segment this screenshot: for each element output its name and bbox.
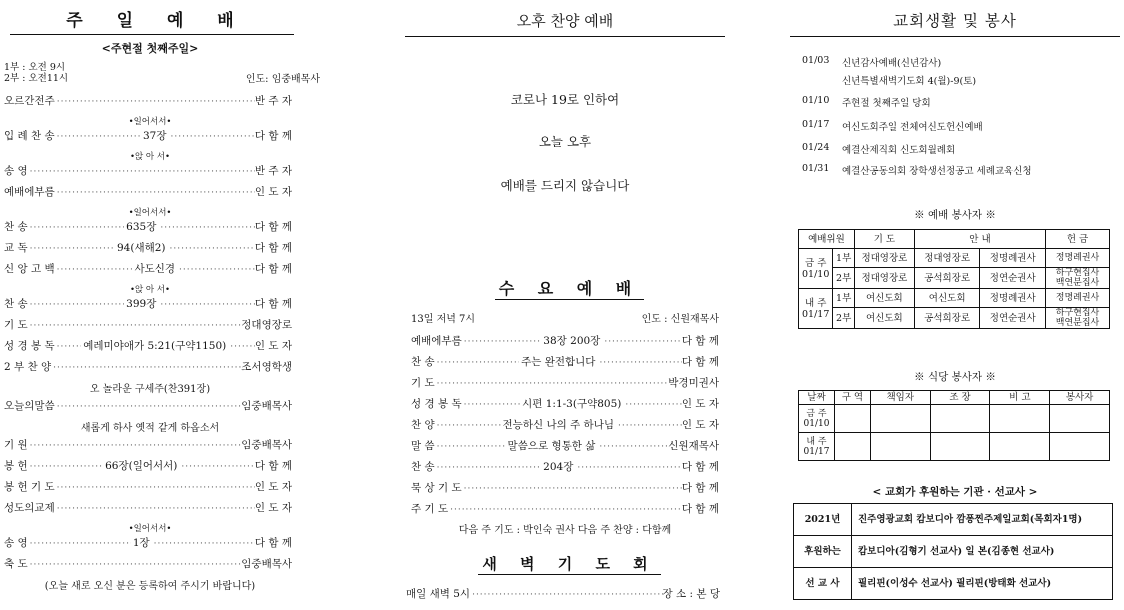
notice-line-2: 오늘 오후 [538, 134, 592, 149]
empty-cell [930, 405, 990, 433]
table-row [794, 504, 1113, 536]
table-row [799, 405, 1110, 433]
order-label: 신 앙 고 백 [4, 263, 55, 275]
stand-sit-note: •일어서서• [128, 117, 172, 127]
order-label: 교 독 [4, 242, 28, 254]
order-item [411, 375, 719, 390]
leader-dots [575, 463, 682, 473]
header-cell: 책임자 [870, 391, 930, 405]
sponsor-caption: < 교회가 후원하는 기관 · 선교사 > [872, 486, 1038, 498]
service-volunteers-table [798, 229, 1110, 329]
order-detail: 예레미야애가 5:21(구약1150) [83, 340, 227, 352]
order-label: 묵 상 기 도 [411, 482, 462, 494]
header-cell: 예배위원 [799, 230, 855, 249]
empty-cell [930, 433, 990, 461]
leader-dots [448, 505, 682, 515]
leader-dots [435, 379, 669, 389]
leader-dots [462, 337, 542, 347]
event-item [802, 55, 941, 69]
leader-dots [55, 188, 255, 198]
week-date: 01/10 [802, 268, 830, 280]
dawn-prayer-row [406, 586, 720, 601]
event-item [802, 95, 931, 109]
date-cell: 금 주 01/10 [799, 405, 835, 433]
order-item [4, 437, 292, 452]
leader-dots [435, 421, 501, 431]
sub-caption: (오늘 새로 오신 분은 등록하여 주시기 바랍니다) [44, 581, 256, 592]
leader-dots [28, 560, 242, 570]
dawn-place: 장 소 : 본 당 [662, 588, 720, 600]
order-item [4, 479, 292, 494]
offering-cell: 정명례권사 [1046, 289, 1110, 308]
leader-dots [55, 132, 141, 142]
guide-cell: 정명례권사 [980, 249, 1046, 268]
order-person: 인 도 자 [254, 186, 292, 198]
leader-dots [435, 442, 506, 452]
order-label: 찬 송 [4, 298, 28, 310]
wednesday-leader: 인도 : 신원재목사 [641, 314, 719, 325]
order-person: 반 주 자 [254, 95, 292, 107]
order-item [4, 163, 292, 178]
leader-dots [55, 504, 255, 514]
table-row [794, 536, 1113, 568]
guide-cell: 정연순권사 [980, 268, 1046, 289]
part-cell: 2부 [833, 308, 854, 329]
order-item [4, 261, 292, 276]
order-item [411, 459, 719, 474]
order-item [411, 417, 719, 432]
order-person: 다 함 께 [254, 298, 293, 310]
empty-cell [834, 433, 870, 461]
leader-dots [169, 132, 255, 142]
order-detail: 38장 200장 [543, 335, 601, 347]
leader-dots [462, 400, 521, 410]
header-cell: 헌 금 [1046, 230, 1110, 249]
header-cell: 봉사자 [1050, 391, 1110, 405]
order-person: 신원재목사 [668, 440, 720, 452]
sub-caption: 오 놀라운 구세주(찬391장) [89, 384, 211, 395]
leader-dots [28, 539, 131, 549]
order-detail: 399장 [126, 298, 157, 310]
title-divider [405, 36, 725, 37]
event-date: 01/24 [802, 142, 830, 153]
header-cell: 안 내 [914, 230, 1045, 249]
order-label: 2 부 찬 양 [4, 361, 52, 373]
order-detail: 사도신경 [134, 263, 176, 275]
wednesday-time: 13일 저녁 7시 [411, 314, 476, 325]
order-item [411, 354, 719, 369]
order-item [411, 480, 719, 495]
sponsor-row: 진주영광교회 캄보디아 깜퐁찐주제일교회(목회자1명) [852, 504, 1113, 536]
week-label [799, 289, 833, 329]
order-person: 정대영장로 [241, 319, 292, 331]
order-person: 다 함 께 [681, 356, 720, 368]
event-text: 신년감사예배(신년감사) [842, 58, 942, 69]
order-item [4, 359, 292, 374]
dawn-title-text: 새 벽 기 도 회 [478, 553, 660, 575]
leader-dots [28, 223, 125, 233]
event-text: 신년특별새벽기도회 4(월)-9(토) [842, 76, 977, 87]
order-label: 성 경 봉 독 [411, 398, 462, 410]
table-row [799, 289, 1110, 308]
empty-cell [990, 405, 1050, 433]
order-person: 다 함 께 [681, 482, 719, 494]
order-person: 다 함 께 [681, 503, 719, 515]
order-item [4, 338, 292, 353]
order-detail: 635장 [126, 221, 157, 233]
order-label: 기 원 [4, 439, 28, 451]
event-date: 01/03 [802, 55, 830, 66]
event-date: 01/17 [802, 119, 830, 130]
order-detail: 94(새해2) [117, 242, 166, 254]
order-detail: 204장 [543, 461, 574, 473]
kitchen-volunteers-caption: ※ 식당 봉사자 ※ [914, 371, 996, 383]
empty-cell [834, 405, 870, 433]
offering-cell: 정명례권사 [1046, 249, 1110, 268]
empty-cell [990, 433, 1050, 461]
wednesday-service-title [405, 276, 725, 300]
guide-cell: 여신도회 [914, 289, 980, 308]
order-label: 찬 송 [411, 461, 435, 473]
leader-dots [28, 244, 115, 254]
order-label: 봉 헌 기 도 [4, 481, 55, 493]
order-label: 축 도 [4, 558, 28, 570]
order-person: 임중배목사 [241, 400, 292, 412]
order-item [4, 93, 292, 108]
order-person: 인 도 자 [254, 502, 292, 514]
event-item [802, 142, 955, 156]
order-item [411, 501, 719, 516]
stand-sit-note: •앉 아 서• [129, 152, 171, 162]
order-person: 조서영학생 [241, 361, 292, 373]
event-date: 01/31 [802, 163, 830, 174]
guide-cell: 공석희장로 [914, 308, 980, 329]
sponsor-label: 후원하는 [794, 536, 852, 568]
leader-dots [597, 358, 681, 368]
order-person: 다 함 께 [254, 460, 293, 472]
order-person: 인 도 자 [681, 419, 719, 431]
order-person: 다 함 께 [681, 335, 720, 347]
table-header-row [799, 391, 1110, 405]
offering-cell: 하구현집사 백연분집사 [1046, 268, 1110, 289]
sunday-service-title: 주 일 예 배 [66, 11, 248, 31]
part-cell: 1부 [833, 249, 854, 268]
guide-cell: 정명례권사 [980, 289, 1046, 308]
sponsor-row: 캄보디아(김형기 선교사) 일 본(김종현 선교사) [852, 536, 1113, 568]
leader-dots [602, 337, 682, 347]
part-cell: 1부 [833, 289, 854, 308]
leader-dots [623, 400, 682, 410]
order-person: 다 함 께 [254, 221, 293, 233]
order-item [4, 219, 292, 234]
leader-dots [55, 402, 242, 412]
empty-cell [870, 433, 930, 461]
event-item [802, 73, 976, 87]
leader-dots [462, 484, 682, 494]
event-date: 01/10 [802, 95, 830, 106]
week-name: 금 주 [805, 257, 827, 269]
leader-dots [55, 483, 255, 493]
order-detail: 말씀으로 형통한 삶 [507, 440, 596, 452]
kitchen-volunteers-table [798, 390, 1110, 461]
order-label: 성도의교제 [4, 502, 55, 514]
guide-cell: 공석희장로 [914, 268, 980, 289]
order-detail: 66장(일어서서) [105, 460, 178, 472]
notice-line-3: 예배를 드리지 않습니다 [500, 178, 630, 193]
stand-sit-note: •일어서서• [128, 524, 172, 534]
leader-dots [152, 539, 255, 549]
order-detail: 37장 [142, 130, 167, 142]
event-text: 주현절 첫째주일 당회 [842, 98, 931, 109]
prayer-cell: 정대영장로 [854, 268, 914, 289]
wednesday-title-text: 수 요 예 배 [495, 276, 645, 300]
header-cell: 구 역 [834, 391, 870, 405]
order-person: 임중배목사 [241, 439, 292, 451]
church-life-title: 교회생활 및 봉사 [893, 12, 1017, 30]
order-person: 다 함 께 [681, 461, 720, 473]
leader-dots [55, 97, 255, 107]
sub-caption: 새롭게 하사 옛적 같게 하옵소서 [80, 423, 220, 434]
order-item [4, 240, 292, 255]
order-label: 입 례 찬 송 [4, 130, 55, 142]
prayer-cell: 여신도회 [854, 289, 914, 308]
service-time-2: 2부 : 오전11시 [4, 73, 69, 84]
order-label: 주 기 도 [411, 503, 449, 515]
order-label: 오늘의말씀 [4, 400, 55, 412]
leader-dots [435, 463, 542, 473]
order-item [4, 535, 292, 550]
order-item [411, 438, 719, 453]
leader-dots [435, 358, 519, 368]
leader-dots [158, 223, 255, 233]
stand-sit-note: •일어서서• [128, 208, 172, 218]
order-person: 다 함 께 [254, 537, 292, 549]
leader-dots [55, 342, 82, 352]
leader-dots [168, 244, 255, 254]
event-item [802, 119, 983, 133]
order-label: 예배에부름 [411, 335, 462, 347]
order-label: 예배에부름 [4, 186, 55, 198]
order-label: 송 영 [4, 165, 28, 177]
leader: 인도: 임중배목사 [245, 74, 320, 85]
empty-cell [870, 405, 930, 433]
order-person: 인 도 자 [681, 398, 720, 410]
leader-dots [470, 590, 662, 600]
leader-dots [55, 265, 133, 275]
table-header-row [799, 230, 1110, 249]
order-item [4, 128, 292, 143]
order-label: 기 도 [4, 319, 28, 331]
guide-cell: 정연순권사 [980, 308, 1046, 329]
event-text: 예결산공동의회 장학생선정공고 세례교육신청 [842, 166, 1032, 177]
leader-dots [158, 300, 255, 310]
event-text: 여신도회주일 전체여신도헌신예배 [842, 122, 983, 133]
next-week-note: 다음 주 기도 : 박인숙 권사 다음 주 찬양 : 다함께 [458, 525, 672, 536]
leader-dots [228, 342, 255, 352]
dawn-time: 매일 새벽 5시 [406, 588, 471, 600]
title-divider [10, 34, 294, 35]
sponsor-label: 2021년 [794, 504, 852, 536]
order-label: 송 영 [4, 537, 28, 549]
order-item [411, 333, 719, 348]
table-row [799, 433, 1110, 461]
offering-cell: 하구현집사 백연분집사 [1046, 308, 1110, 329]
leader-dots [28, 462, 104, 472]
table-row [799, 308, 1110, 329]
order-item [4, 317, 292, 332]
leader-dots [28, 441, 242, 451]
empty-cell [1050, 405, 1110, 433]
title-divider [790, 36, 1120, 37]
order-item [4, 556, 292, 571]
order-detail: 주는 완전합니다 [521, 356, 596, 368]
order-item [4, 296, 292, 311]
order-label: 찬 송 [4, 221, 28, 233]
leader-dots [597, 442, 668, 452]
event-text: 예결산제직회 신도회월례회 [842, 145, 956, 156]
sponsor-table [793, 503, 1113, 600]
afternoon-service-title: 오후 찬양 예배 [516, 12, 614, 30]
order-label: 말 씀 [411, 440, 435, 452]
service-volunteers-caption: ※ 예배 봉사자 ※ [914, 209, 996, 221]
order-label: 기 도 [411, 377, 435, 389]
prayer-cell: 여신도회 [854, 308, 914, 329]
empty-cell [1050, 433, 1110, 461]
leader-dots [177, 265, 255, 275]
order-person: 다 함 께 [254, 242, 293, 254]
order-person: 다 함 께 [254, 263, 292, 275]
order-person: 박경미권사 [668, 377, 719, 389]
order-detail: 1장 [132, 537, 150, 549]
leader-dots [28, 167, 255, 177]
header-cell: 날짜 [799, 391, 835, 405]
order-person: 인 도 자 [254, 481, 292, 493]
order-item [4, 500, 292, 515]
stand-sit-note: •앉 아 서• [129, 285, 171, 295]
service-time-1: 1부 : 오전 9시 [4, 62, 66, 73]
dawn-prayer-title [405, 553, 725, 575]
date-cell: 내 주 01/17 [799, 433, 835, 461]
header-cell: 기 도 [854, 230, 914, 249]
notice-line-1: 코로나 19로 인하여 [510, 92, 620, 107]
order-label: 찬 송 [411, 356, 435, 368]
order-item [4, 184, 292, 199]
order-item [411, 396, 719, 411]
part-cell: 2부 [833, 268, 854, 289]
order-item [4, 398, 292, 413]
order-label: 성 경 봉 독 [4, 340, 55, 352]
order-person: 인 도 자 [254, 340, 292, 352]
order-item [4, 458, 292, 473]
header-cell: 조 장 [930, 391, 990, 405]
table-row [799, 249, 1110, 268]
wednesday-info [411, 310, 719, 325]
event-item [802, 163, 1032, 177]
order-person: 임중배목사 [241, 558, 292, 570]
order-detail: 시편 1:1-3(구약805) [522, 398, 622, 410]
week-name: 내 주 [805, 297, 827, 309]
leader-dots [179, 462, 255, 472]
week-date: 01/17 [802, 308, 830, 320]
sponsor-label: 선 교 사 [794, 568, 852, 600]
prayer-cell: 정대영장로 [854, 249, 914, 268]
sunday-subtitle: <주현절 첫째주일> [101, 42, 199, 55]
week-label [799, 249, 833, 289]
order-person: 다 함 께 [254, 130, 292, 142]
event-date [802, 73, 842, 87]
sponsor-row: 필리핀(이성수 선교사) 필리핀(방태화 선교사) [852, 568, 1113, 600]
order-label: 봉 헌 [4, 460, 28, 472]
table-row [794, 568, 1113, 600]
leader-dots [616, 421, 682, 431]
leader-dots [28, 300, 125, 310]
order-label: 찬 양 [411, 419, 435, 431]
leader-dots [28, 321, 242, 331]
header-cell: 비 고 [990, 391, 1050, 405]
leader-dots [51, 363, 241, 373]
guide-cell: 정대영장로 [914, 249, 980, 268]
order-detail: 전능하신 나의 주 하나님 [502, 419, 614, 431]
table-row [799, 268, 1110, 289]
order-person: 반 주 자 [254, 165, 292, 177]
order-label: 오르간전주 [4, 95, 55, 107]
